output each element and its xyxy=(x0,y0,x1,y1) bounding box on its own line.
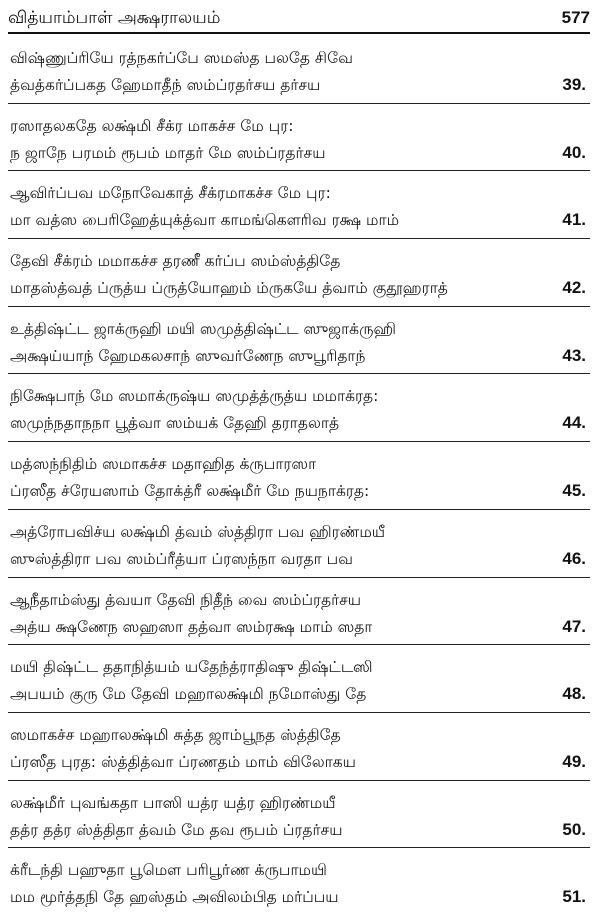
verse-number: 39. xyxy=(562,75,586,94)
verse-49 xyxy=(8,713,590,781)
verse-line: மாதஸ்த்வத் ப்ருத்ய ப்ருத்யோஹம் ம்ருகயே த்வாம் குதூஹராத் xyxy=(10,279,448,298)
verse-45 xyxy=(8,442,590,510)
running-title: வித்யாம்பாள் அக்ஷராலயம் xyxy=(8,8,221,28)
verse-number: 51. xyxy=(562,887,586,907)
verse-51 xyxy=(8,848,590,915)
verse-list xyxy=(0,36,600,915)
verse-line: தத்ர தத்ர ஸ்த்திதா த்வம் மே தவ ரூபம் ப்ரதர்சய xyxy=(10,820,343,839)
verse-line: ப்ரஸீத ச்ரேயஸாம் தோக்த்ரீ லக்ஷ்மீர் மே நயநாக்ரத: xyxy=(10,482,370,501)
verse-number: 47. xyxy=(562,616,586,636)
verse-number: 46. xyxy=(562,548,586,568)
verse-number: 50. xyxy=(562,819,586,839)
verse-48 xyxy=(8,645,590,713)
verse-42 xyxy=(8,239,590,307)
verse-line: மா வத்ஸ பைரிஹேத்யுக்த்வா காமங்கௌரிவ ரக்ஷ மாம் xyxy=(10,211,400,230)
verse-44 xyxy=(8,374,590,442)
verse-line: க்ரீடந்தி பஹுதா பூமௌ பரிபூர்ண க்ருபாமயி xyxy=(10,861,327,880)
verse-39 xyxy=(8,36,590,104)
verse-line: ஸமுந்நதாநநா பூத்வா ஸம்யக் தேஹி தராதலாத் xyxy=(10,414,340,433)
verse-line: ரஸாதலகதே லக்ஷ்மி சீக்ர மாகச்ச மே புர: xyxy=(10,116,294,135)
verse-line: நிக்ஷேபாந் மே ஸமாக்ருஷ்ய ஸமுத்த்ருத்ய மமாக்ரத: xyxy=(10,387,379,406)
verse-number: 48. xyxy=(562,684,586,704)
verse-41 xyxy=(8,171,590,239)
verse-line: உத்திஷ்ட்ட ஜாக்ருஹி மயி ஸமுத்திஷ்ட்ட ஸுஜாக்ருஹி xyxy=(10,319,396,338)
verse-43 xyxy=(8,307,590,375)
page-header xyxy=(8,4,590,34)
verse-46 xyxy=(8,510,590,578)
verse-line: அத்ரோபவிச்ய லக்ஷ்மி த்வம் ஸ்த்திரா பவ ஹிரண்மயீ xyxy=(10,522,386,541)
page-number: 577 xyxy=(561,8,590,27)
verse-40 xyxy=(8,104,590,172)
verse-line: தேவி சீக்ரம் மமாகச்ச தரணீ கர்ப்ப ஸம்ஸ்த்திதே xyxy=(10,252,341,271)
verse-line: த்வத்கர்ப்பகத ஹேமாதீந் ஸம்ப்ரதர்சய தர்சய xyxy=(10,76,321,94)
verse-number: 44. xyxy=(562,413,586,433)
verse-line: விஷ்ணுப்ரியே ரத்நகர்ப்பே ஸமஸ்த பலதே சிவே xyxy=(10,49,353,67)
verse-47 xyxy=(8,578,590,646)
verse-line: ஸுஸ்த்திரா பவ ஸம்ப்ரீத்யா ப்ரஸந்நா வரதா பவ xyxy=(10,549,353,568)
verse-line: அத்ய க்ஷணேந ஸஹஸா தத்வா ஸம்ரக்ஷ மாம் ஸதா xyxy=(10,617,373,636)
verse-line: மத்ஸந்நிதிம் ஸமாகச்ச மதாஹித க்ருபாரஸா xyxy=(10,455,317,474)
verse-line: லக்ஷ்மீர் புவங்கதா பாஸி யத்ர யத்ர ஹிரண்மயீ xyxy=(10,793,336,812)
verse-number: 49. xyxy=(562,751,586,771)
verse-number: 42. xyxy=(562,278,586,298)
verse-number: 45. xyxy=(562,481,586,501)
verse-line: அபயம் குரு மே தேவி மஹாலக்ஷ்மி நமோஸ்து தே xyxy=(10,685,367,704)
verse-line: ப்ரஸீத புரத: ஸ்த்தித்வா ப்ரணதம் மாம் விலோகய xyxy=(10,752,356,771)
verse-number: 40. xyxy=(562,142,586,162)
verse-line: மம மூர்த்தநி தே ஹஸ்தம் அவிலம்பித மர்ப்பய xyxy=(10,888,339,907)
verse-line: ஸமாகச்ச மஹாலக்ஷ்மி சுத்த ஜாம்பூநத ஸ்த்திதே xyxy=(10,725,341,744)
verse-50 xyxy=(8,781,590,849)
verse-line: ந ஜாநே பரமம் ரூபம் மாதர் மே ஸம்ப்ரதர்சய xyxy=(10,143,326,162)
verse-number: 43. xyxy=(562,345,586,365)
verse-line: ஆவிர்ப்பவ மநோவேகாத் சீக்ரமாகச்ச மே புர: xyxy=(10,184,331,203)
verse-number: 41. xyxy=(562,210,586,230)
verse-line: அக்ஷய்யாந் ஹேமகலசாந் ஸுவர்ணேந ஸுபூரிதாந் xyxy=(10,346,366,365)
verse-line: ஆநீதாம்ஸ்து த்வயா தேவி நிதீந் வை ஸம்ப்ரதர்சய xyxy=(10,590,362,609)
verse-line: மயி திஷ்ட்ட ததாநித்யம் யதேந்த்ராதிஷு திஷ்ட்டஸி xyxy=(10,658,373,677)
